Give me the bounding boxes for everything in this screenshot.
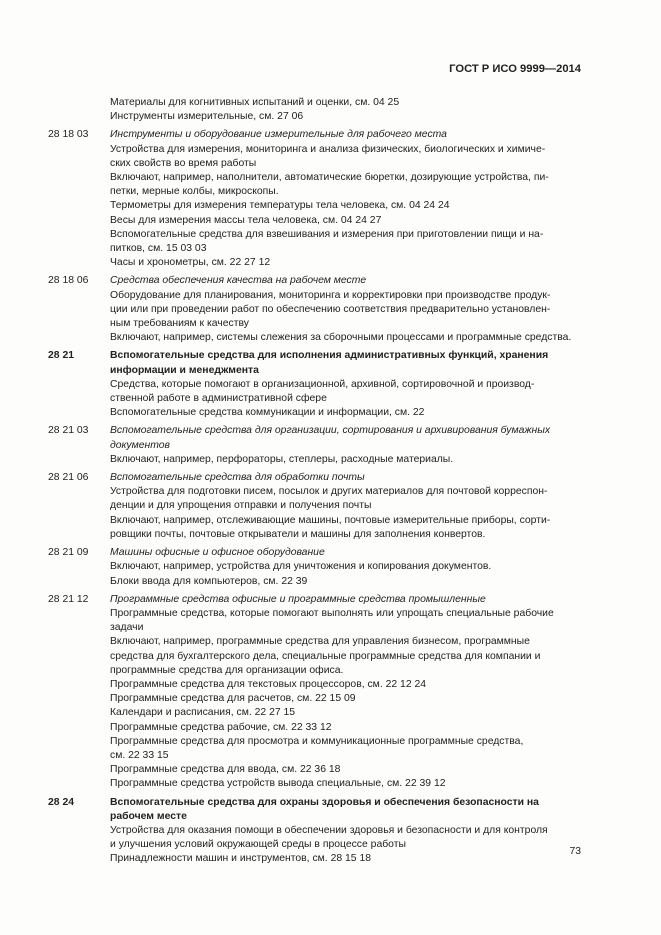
entry-code: 28 21 12 — [48, 593, 89, 605]
entry-text-line: см. 22 33 15 — [110, 749, 169, 761]
entry-body — [110, 546, 585, 589]
entry-text-line: Включают, например, устройства для уничтожения и копирования документов. — [110, 561, 492, 573]
entry-text-line: задачи — [110, 622, 144, 634]
entry-text-line: Программные средства для ввода, см. 22 36 18 — [110, 764, 341, 776]
entry-text-line: Средства, которые помогают в организационной, архивной, сортировочной и производ- — [110, 378, 535, 390]
entry-body — [110, 593, 585, 792]
entry-title-line: Вспомогательные средства для обработки почты — [110, 472, 365, 484]
entry-text-line: Весы для измерения массы тела человека, см. 04 24 27 — [110, 214, 382, 226]
entry-text-line: Включают, например, системы слежения за сборочными процессами и программные средства. — [110, 332, 572, 344]
entry-code: 28 21 06 — [48, 472, 89, 484]
entry-code: 28 21 03 — [48, 425, 89, 437]
entry-text-line: ских свойств во время работы — [110, 157, 257, 169]
entry-text-line: программные средства для организации офиса. — [110, 664, 344, 676]
entry-text-line: Материалы для когнитивных испытаний и оценки, см. 04 25 — [110, 97, 400, 108]
entry-text-line: ровщики почты, почтовые открыватели и машины для заполнения конвертов. — [110, 528, 486, 540]
entry-text-line: денции и для упрощения отправки и получения почты — [110, 500, 372, 512]
classification-entry — [48, 796, 585, 867]
entry-text-line: питков, см. 15 03 03 — [110, 243, 207, 255]
entry-title-line: документов — [110, 439, 170, 451]
entry-text-line: Вспомогательные средства для взвешивания и измерения при приготовлении пищи и на- — [110, 228, 544, 240]
entry-body — [110, 349, 585, 420]
entry-text-line: Программные средства для расчетов, см. 22 15 09 — [110, 693, 356, 705]
entry-body — [110, 96, 585, 124]
entry-text-line: Программные средства, которые помогают выполнять или упрощать специальные рабочие — [110, 607, 554, 619]
entry-code: 28 21 — [48, 350, 75, 362]
entry-title-line: Вспомогательные средства для исполнения административных функций, хранения — [110, 350, 549, 362]
entry-title-line: Инструменты и оборудование измерительные для рабочего места — [110, 129, 447, 141]
entry-body — [110, 796, 585, 867]
entry-title-line: Программные средства офисные и программные средства промышленные — [110, 593, 486, 605]
entry-text-line: и улучшения условий окружающей среды в процессе работы — [110, 839, 406, 851]
classification-entry — [48, 96, 585, 124]
entry-text-line: петки, мерные колбы, микроскопы. — [110, 186, 279, 198]
entry-text-line: Принадлежности машин и инструментов, см. 28 15 18 — [110, 853, 372, 865]
entry-text-line: Вспомогательные средства коммуникации и информации, см. 22 — [110, 407, 425, 419]
entry-code: 28 21 09 — [48, 547, 89, 559]
entry-title-line: рабочем месте — [110, 810, 187, 822]
classification-entry — [48, 349, 585, 420]
entry-text-line: Программные средства устройств вывода специальные, см. 22 39 12 — [110, 778, 446, 790]
entry-body — [110, 471, 585, 542]
entry-title-line: Вспомогательные средства для охраны здоровья и обеспечения безопасности на — [110, 796, 539, 808]
entry-code: 28 24 — [48, 796, 75, 808]
entry-title-line: Вспомогательные средства для организации, сортирования и архивирования бумажных — [110, 425, 551, 437]
page-number: 73 — [569, 846, 581, 857]
entry-text-line: Устройства для измерения, мониторинга и анализа физических, биологических и химиче- — [110, 143, 546, 155]
entry-body — [110, 128, 585, 270]
entry-text-line: Включают, например, наполнители, автоматические бюретки, дозирующие устройства, пи- — [110, 172, 549, 184]
entry-text-line: Программные средства рабочие, см. 22 33 12 — [110, 721, 332, 733]
document-header: ГОСТ Р ИСО 9999—2014 — [449, 63, 581, 75]
entry-text-line: Термометры для измерения температуры тела человека, см. 04 24 24 — [110, 200, 450, 212]
entry-code — [48, 96, 110, 124]
entry-text-line: Устройства для подготовки писем, посылок и других материалов для почтовой корреспон- — [110, 486, 548, 498]
document-content — [48, 96, 585, 867]
entry-title-line: информации и менеджмента — [110, 364, 259, 376]
classification-entry — [48, 546, 585, 589]
entry-text-line: Оборудование для планирования, мониторинга и корректировки при производстве продук- — [110, 289, 551, 301]
entry-text-line: Включают, например, перфораторы, степлеры, расходные материалы. — [110, 453, 454, 465]
entry-text-line: Часы и хронометры, см. 22 27 12 — [110, 257, 271, 269]
entry-title-line: Средства обеспечения качества на рабочем месте — [110, 275, 367, 287]
entry-text-line: ции или при проведении работ по обеспечению соответствия предварительно установлен- — [110, 303, 551, 315]
entry-text-line: Устройства для оказания помощи в обеспечении здоровья и безопасности и для контроля — [110, 824, 548, 836]
entry-text-line: Включают, например, отслеживающие машины, почтовые измерительные приборы, сорти- — [110, 514, 551, 526]
classification-entry — [48, 593, 585, 792]
classification-entry — [48, 424, 585, 467]
classification-entry — [48, 274, 585, 345]
entry-text-line: Инструменты измерительные, см. 27 06 — [110, 111, 304, 123]
entry-text-line: Программные средства для просмотра и коммуникационные программные средства, — [110, 735, 524, 747]
entry-body — [110, 424, 585, 467]
entry-text-line: ным требованиям к качеству — [110, 318, 249, 330]
entry-code: 28 18 06 — [48, 275, 89, 287]
classification-entry — [48, 128, 585, 270]
entry-text-line: Программные средства для текстовых процессоров, см. 22 12 24 — [110, 678, 427, 690]
entry-body — [110, 274, 585, 345]
entry-code: 28 18 03 — [48, 129, 89, 141]
entry-text-line: Блоки ввода для компьютеров, см. 22 39 — [110, 575, 308, 587]
entry-text-line: ственной работе в административной сфере — [110, 393, 327, 405]
classification-entry — [48, 471, 585, 542]
entry-text-line: средства для бухгалтерского дела, специальные программные средства для компании и — [110, 650, 541, 662]
entry-title-line: Машины офисные и офисное оборудование — [110, 547, 325, 559]
entry-text-line: Календари и расписания, см. 22 27 15 — [110, 707, 296, 719]
entry-text-line: Включают, например, программные средства для управления бизнесом, программные — [110, 636, 530, 648]
